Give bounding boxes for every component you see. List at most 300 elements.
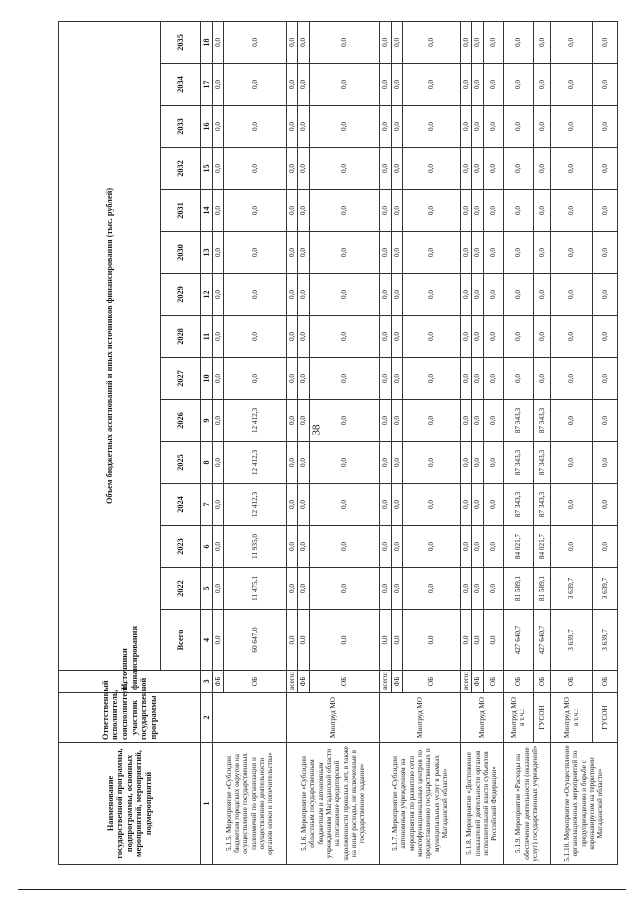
funding-value: 0,0 — [550, 106, 593, 148]
funding-value: 0,0 — [391, 316, 402, 358]
funding-value: 0,0 — [309, 526, 380, 568]
funding-value: 0,0 — [504, 106, 534, 148]
funding-value: 0,0 — [461, 400, 472, 442]
funding-value: 0,0 — [309, 64, 380, 106]
funding-value: 0,0 — [298, 526, 309, 568]
funding-value: 0,0 — [593, 106, 618, 148]
funding-value: 0,0 — [483, 526, 504, 568]
header-year: 2027 — [161, 358, 201, 400]
funding-value: 0,0 — [550, 358, 593, 400]
funding-value: 0,0 — [461, 610, 472, 671]
funding-value: 0,0 — [550, 316, 593, 358]
header-year: 2022 — [161, 568, 201, 610]
funding-value: 0,0 — [287, 316, 298, 358]
funding-value: 0,0 — [298, 274, 309, 316]
funding-value: 0,0 — [593, 21, 618, 63]
funding-value: 0,0 — [402, 484, 460, 526]
activity-name: 5.1.10. Мероприятие «Осуществление организационных мероприятий по предупреждению и борьбе с коронавирусом на территории Магаданской области» — [550, 743, 617, 865]
funding-value: 0,0 — [213, 526, 224, 568]
funding-value: 0,0 — [461, 190, 472, 232]
header-year: 2026 — [161, 400, 201, 442]
funding-value: 0,0 — [287, 190, 298, 232]
funding-value: 0,0 — [380, 526, 391, 568]
funding-value: 0,0 — [593, 442, 618, 484]
funding-source: ФБ — [391, 671, 402, 693]
funding-value: 0,0 — [483, 148, 504, 190]
activity-name: 5.1.7. Мероприятие «Субсидии автономным учреждениям на мероприятия по развитию сети многофункциональных центров по предоставлению государственных и муниципальных услуг в рамках Магаданской области» — [380, 743, 461, 865]
header-year: 2024 — [161, 484, 201, 526]
responsible-executor: Минтруд МО в т.ч.: — [550, 693, 593, 743]
funding-value: 0,0 — [298, 106, 309, 148]
funding-value: 0,0 — [461, 526, 472, 568]
funding-source: ФБ — [213, 671, 224, 693]
funding-value: 0,0 — [298, 400, 309, 442]
header-total: Всего — [161, 610, 201, 671]
funding-value: 0,0 — [472, 232, 483, 274]
funding-value: 0,0 — [533, 106, 550, 148]
funding-value: 0,0 — [380, 64, 391, 106]
funding-value: 3 639,7 — [593, 610, 618, 671]
funding-value: 0,0 — [593, 190, 618, 232]
funding-value: 0,0 — [309, 148, 380, 190]
funding-value: 0,0 — [298, 568, 309, 610]
funding-value: 0,0 — [391, 358, 402, 400]
column-number: 8 — [201, 442, 213, 484]
funding-value: 0,0 — [224, 106, 287, 148]
funding-value: 0,0 — [593, 274, 618, 316]
funding-value: 0,0 — [593, 526, 618, 568]
funding-value: 0,0 — [483, 232, 504, 274]
funding-value: 0,0 — [380, 610, 391, 671]
column-number: 3 — [201, 671, 213, 693]
funding-value: 0,0 — [550, 190, 593, 232]
funding-value: 0,0 — [472, 568, 483, 610]
header-year: 2035 — [161, 21, 201, 63]
responsible-executor: Минтруд МО в т.ч.: — [504, 693, 534, 743]
funding-value: 0,0 — [550, 526, 593, 568]
column-number: 5 — [201, 568, 213, 610]
header-year: 2030 — [161, 232, 201, 274]
header-source: Источники финансирования — [59, 671, 201, 693]
responsible-executor: Минтруд МО — [287, 693, 380, 743]
funding-source: ОБ — [224, 671, 287, 693]
funding-value: 0,0 — [593, 484, 618, 526]
funding-value: 0,0 — [380, 442, 391, 484]
funding-value: 87 343,3 — [533, 442, 550, 484]
funding-value: 0,0 — [298, 148, 309, 190]
funding-value: 0,0 — [461, 568, 472, 610]
funding-value: 0,0 — [213, 316, 224, 358]
funding-value: 3 639,7 — [550, 568, 593, 610]
bottom-rule — [18, 889, 626, 890]
table-rotation-wrapper — [58, 30, 618, 865]
funding-value: 0,0 — [224, 64, 287, 106]
funding-value: 0,0 — [402, 274, 460, 316]
header-year: 2034 — [161, 64, 201, 106]
funding-value: 0,0 — [402, 64, 460, 106]
funding-value: 0,0 — [402, 568, 460, 610]
funding-value: 0,0 — [298, 358, 309, 400]
funding-value: 0,0 — [309, 568, 380, 610]
funding-value: 0,0 — [550, 21, 593, 63]
funding-value: 3 639,7 — [550, 610, 593, 671]
column-number: 15 — [201, 148, 213, 190]
funding-value: 0,0 — [483, 610, 504, 671]
funding-value: 12 412,3 — [224, 484, 287, 526]
funding-value: 0,0 — [483, 190, 504, 232]
funding-source: ОБ — [550, 671, 593, 693]
responsible-executor: Минтруд МО — [461, 693, 504, 743]
funding-value: 0,0 — [533, 64, 550, 106]
funding-source: ФБ — [472, 671, 483, 693]
funding-value: 0,0 — [533, 274, 550, 316]
table-row — [533, 21, 550, 864]
funding-value: 0,0 — [550, 442, 593, 484]
funding-value: 0,0 — [483, 400, 504, 442]
funding-value: 87 343,3 — [504, 442, 534, 484]
funding-value: 0,0 — [472, 400, 483, 442]
funding-value: 0,0 — [391, 274, 402, 316]
funding-value: 0,0 — [391, 526, 402, 568]
activity-name: 5.1.5. Мероприятие «Субсидии бюджетам городских округов на осуществление государственных полномочий по организации и осуществлению деятельности органов опеки и попечительства» — [213, 743, 287, 865]
funding-value: 0,0 — [533, 148, 550, 190]
funding-source: всего: — [380, 671, 391, 693]
table-row — [213, 21, 224, 864]
funding-value: 0,0 — [213, 21, 224, 63]
funding-value: 0,0 — [550, 484, 593, 526]
funding-value: 0,0 — [213, 106, 224, 148]
funding-value: 0,0 — [391, 610, 402, 671]
funding-source: ОБ — [593, 671, 618, 693]
funding-value: 0,0 — [213, 190, 224, 232]
funding-value: 0,0 — [309, 21, 380, 63]
funding-value: 0,0 — [472, 610, 483, 671]
funding-value: 0,0 — [483, 442, 504, 484]
funding-source: ОБ — [504, 671, 534, 693]
header-year: 2031 — [161, 190, 201, 232]
funding-value: 0,0 — [402, 442, 460, 484]
funding-value: 0,0 — [483, 484, 504, 526]
funding-value: 0,0 — [483, 568, 504, 610]
funding-value: 0,0 — [504, 64, 534, 106]
funding-source: ОБ — [483, 671, 504, 693]
funding-value: 0,0 — [309, 442, 380, 484]
funding-value: 84 021,7 — [533, 526, 550, 568]
funding-value: 0,0 — [391, 148, 402, 190]
funding-value: 0,0 — [298, 190, 309, 232]
column-number: 6 — [201, 526, 213, 568]
funding-value: 0,0 — [224, 316, 287, 358]
funding-source: всего: — [461, 671, 472, 693]
activity-name: 5.1.6. Мероприятие «Субсидии областным государственным бюджетным и автономным учреждениям Магаданской области на погашение кредиторской задолженности прошлых лет, в также на иные расходы, не включенные в государственное задание» — [287, 743, 380, 865]
activity-name: 5.1.8. Мероприятие «Достижение показателей деятельности органов исполнительной власти субъектов Российской Федерации» — [461, 743, 504, 865]
header-year: 2023 — [161, 526, 201, 568]
header-year: 2029 — [161, 274, 201, 316]
funding-value: 81 589,1 — [504, 568, 534, 610]
funding-source: ОБ — [309, 671, 380, 693]
funding-source: ОБ — [402, 671, 460, 693]
funding-value: 0,0 — [461, 316, 472, 358]
funding-value: 0,0 — [593, 400, 618, 442]
funding-value: 0,0 — [483, 106, 504, 148]
funding-value: 60 647,0 — [224, 610, 287, 671]
funding-value: 0,0 — [391, 232, 402, 274]
activity-name: 5.1.9. Мероприятие «Расходы на обеспечение деятельности (оказание услуг) государственных учреждений» — [504, 743, 551, 865]
column-number: 12 — [201, 274, 213, 316]
funding-value: 12 412,3 — [224, 400, 287, 442]
funding-value: 0,0 — [402, 316, 460, 358]
funding-value: 0,0 — [472, 526, 483, 568]
responsible-executor — [213, 693, 287, 743]
column-number: 4 — [201, 610, 213, 671]
funding-value: 12 412,3 — [224, 442, 287, 484]
funding-value: 0,0 — [472, 21, 483, 63]
funding-value: 0,0 — [402, 358, 460, 400]
funding-value: 0,0 — [593, 316, 618, 358]
funding-value: 0,0 — [550, 400, 593, 442]
funding-value: 0,0 — [309, 358, 380, 400]
funding-value: 0,0 — [461, 442, 472, 484]
column-number: 9 — [201, 400, 213, 442]
funding-value: 0,0 — [402, 526, 460, 568]
funding-value: 0,0 — [483, 64, 504, 106]
funding-value: 84 021,7 — [504, 526, 534, 568]
funding-value: 0,0 — [593, 232, 618, 274]
funding-value: 0,0 — [461, 148, 472, 190]
funding-value: 0,0 — [483, 316, 504, 358]
funding-value: 0,0 — [380, 400, 391, 442]
funding-value: 427 640,7 — [533, 610, 550, 671]
funding-value: 427 640,7 — [504, 610, 534, 671]
funding-value: 0,0 — [213, 274, 224, 316]
funding-value: 0,0 — [380, 316, 391, 358]
column-number: 1 — [201, 743, 213, 865]
funding-value: 0,0 — [287, 21, 298, 63]
funding-value: 0,0 — [483, 21, 504, 63]
funding-value: 0,0 — [380, 274, 391, 316]
funding-value: 0,0 — [380, 148, 391, 190]
funding-value: 0,0 — [287, 232, 298, 274]
funding-value: 0,0 — [298, 64, 309, 106]
funding-value: 0,0 — [380, 190, 391, 232]
header-executor: Ответственный исполнитель, соисполнитель, участник государственной программы — [59, 693, 201, 743]
page-number: 38 — [310, 424, 323, 436]
funding-value: 0,0 — [472, 64, 483, 106]
funding-value: 0,0 — [309, 610, 380, 671]
funding-value: 0,0 — [380, 21, 391, 63]
funding-value: 0,0 — [380, 232, 391, 274]
table-row — [550, 21, 593, 864]
sub-executor: ГУСОН — [533, 693, 550, 743]
funding-value: 0,0 — [298, 21, 309, 63]
funding-value: 0,0 — [287, 442, 298, 484]
funding-value: 0,0 — [472, 274, 483, 316]
responsible-executor: Минтруд МО — [380, 693, 461, 743]
column-number: 11 — [201, 316, 213, 358]
funding-value: 0,0 — [504, 21, 534, 63]
funding-value: 0,0 — [461, 64, 472, 106]
table-row — [593, 21, 618, 864]
funding-value: 0,0 — [402, 148, 460, 190]
column-number: 14 — [201, 190, 213, 232]
funding-value: 0,0 — [461, 274, 472, 316]
funding-value: 0,0 — [224, 21, 287, 63]
funding-value: 0,0 — [213, 568, 224, 610]
funding-value: 0,0 — [287, 106, 298, 148]
funding-value: 0,0 — [504, 232, 534, 274]
table-row — [504, 21, 534, 864]
funding-value: 0,0 — [504, 316, 534, 358]
funding-value: 0,0 — [391, 106, 402, 148]
funding-value: 0,0 — [483, 358, 504, 400]
funding-value: 0,0 — [309, 316, 380, 358]
funding-value: 11 935,0 — [224, 526, 287, 568]
funding-value: 0,0 — [213, 484, 224, 526]
funding-source: ФБ — [298, 671, 309, 693]
funding-value: 0,0 — [380, 358, 391, 400]
funding-value: 0,0 — [309, 190, 380, 232]
funding-value: 0,0 — [533, 21, 550, 63]
funding-value: 0,0 — [472, 484, 483, 526]
funding-value: 0,0 — [593, 148, 618, 190]
funding-value: 0,0 — [213, 232, 224, 274]
header-year: 2025 — [161, 442, 201, 484]
funding-value: 0,0 — [402, 106, 460, 148]
funding-value: 87 343,3 — [504, 484, 534, 526]
funding-value: 0,0 — [391, 400, 402, 442]
funding-value: 0,0 — [287, 400, 298, 442]
table-row — [380, 21, 391, 864]
funding-value: 0,0 — [287, 568, 298, 610]
funding-source: всего: — [287, 671, 298, 693]
funding-value: 0,0 — [402, 400, 460, 442]
funding-value: 0,0 — [472, 316, 483, 358]
funding-value: 0,0 — [472, 148, 483, 190]
funding-value: 0,0 — [213, 64, 224, 106]
funding-value: 0,0 — [380, 568, 391, 610]
funding-value: 0,0 — [391, 64, 402, 106]
funding-value: 0,0 — [391, 484, 402, 526]
funding-value: 0,0 — [504, 148, 534, 190]
header-funding: Объем бюджетных ассигнований и иных источников финансирования (тыс. рублей) — [59, 21, 161, 670]
funding-value: 81 589,1 — [533, 568, 550, 610]
sub-executor: ГУСОН — [593, 693, 618, 743]
funding-value: 87 343,3 — [533, 484, 550, 526]
funding-value: 0,0 — [298, 442, 309, 484]
funding-value: 0,0 — [483, 274, 504, 316]
funding-value: 0,0 — [472, 190, 483, 232]
funding-value: 0,0 — [391, 442, 402, 484]
funding-value: 0,0 — [224, 148, 287, 190]
funding-value: 0,0 — [533, 316, 550, 358]
column-number: 13 — [201, 232, 213, 274]
funding-value: 0,0 — [213, 358, 224, 400]
funding-value: 0,0 — [287, 484, 298, 526]
funding-value: 0,0 — [213, 610, 224, 671]
funding-value: 0,0 — [287, 358, 298, 400]
header-name: Наименование государственной программы, подпрограммы, основных мероприятий, мероприятий, подмероприятий — [59, 743, 201, 865]
funding-value: 0,0 — [287, 526, 298, 568]
funding-value: 0,0 — [213, 442, 224, 484]
funding-value: 0,0 — [309, 106, 380, 148]
funding-value: 0,0 — [309, 274, 380, 316]
table-row — [287, 21, 298, 864]
funding-value: 87 343,3 — [504, 400, 534, 442]
header-year: 2033 — [161, 106, 201, 148]
funding-value: 0,0 — [309, 484, 380, 526]
funding-value: 0,0 — [550, 148, 593, 190]
funding-value: 0,0 — [461, 358, 472, 400]
funding-value: 0,0 — [533, 358, 550, 400]
funding-value: 0,0 — [287, 610, 298, 671]
funding-value: 0,0 — [298, 610, 309, 671]
funding-value: 0,0 — [402, 190, 460, 232]
funding-value: 0,0 — [298, 484, 309, 526]
funding-value: 0,0 — [504, 358, 534, 400]
funding-value: 0,0 — [224, 274, 287, 316]
funding-value: 0,0 — [287, 64, 298, 106]
funding-value: 87 343,3 — [533, 400, 550, 442]
funding-value: 0,0 — [391, 568, 402, 610]
funding-value: 0,0 — [504, 190, 534, 232]
funding-value: 0,0 — [309, 400, 380, 442]
funding-value: 0,0 — [472, 358, 483, 400]
funding-value: 0,0 — [461, 21, 472, 63]
funding-value: 0,0 — [391, 190, 402, 232]
funding-value: 0,0 — [593, 358, 618, 400]
funding-value: 0,0 — [224, 190, 287, 232]
funding-value: 0,0 — [550, 64, 593, 106]
table-row — [461, 21, 472, 864]
funding-value: 0,0 — [213, 148, 224, 190]
funding-value: 0,0 — [391, 21, 402, 63]
funding-value: 0,0 — [298, 232, 309, 274]
funding-value: 0,0 — [287, 148, 298, 190]
funding-value: 0,0 — [472, 106, 483, 148]
funding-source: ОБ — [533, 671, 550, 693]
funding-value: 0,0 — [461, 232, 472, 274]
column-number: 7 — [201, 484, 213, 526]
funding-value: 0,0 — [504, 274, 534, 316]
funding-value: 0,0 — [402, 21, 460, 63]
funding-value: 3 639,7 — [593, 568, 618, 610]
funding-value: 0,0 — [533, 232, 550, 274]
funding-value: 0,0 — [472, 442, 483, 484]
funding-value: 0,0 — [224, 358, 287, 400]
funding-value: 0,0 — [213, 400, 224, 442]
header-year: 2032 — [161, 148, 201, 190]
column-number: 16 — [201, 106, 213, 148]
funding-value: 0,0 — [593, 64, 618, 106]
funding-value: 0,0 — [550, 274, 593, 316]
funding-value: 0,0 — [461, 484, 472, 526]
funding-value: 0,0 — [380, 484, 391, 526]
column-number: 17 — [201, 64, 213, 106]
funding-value: 0,0 — [309, 232, 380, 274]
funding-value: 0,0 — [380, 106, 391, 148]
funding-value: 0,0 — [402, 232, 460, 274]
funding-value: 11 475,1 — [224, 568, 287, 610]
column-number: 18 — [201, 21, 213, 63]
funding-value: 0,0 — [287, 274, 298, 316]
header-year: 2028 — [161, 316, 201, 358]
funding-value: 0,0 — [533, 190, 550, 232]
rotated-page — [58, 30, 618, 865]
funding-value: 0,0 — [461, 106, 472, 148]
column-number: 2 — [201, 693, 213, 743]
funding-value: 0,0 — [402, 610, 460, 671]
funding-value: 0,0 — [298, 316, 309, 358]
